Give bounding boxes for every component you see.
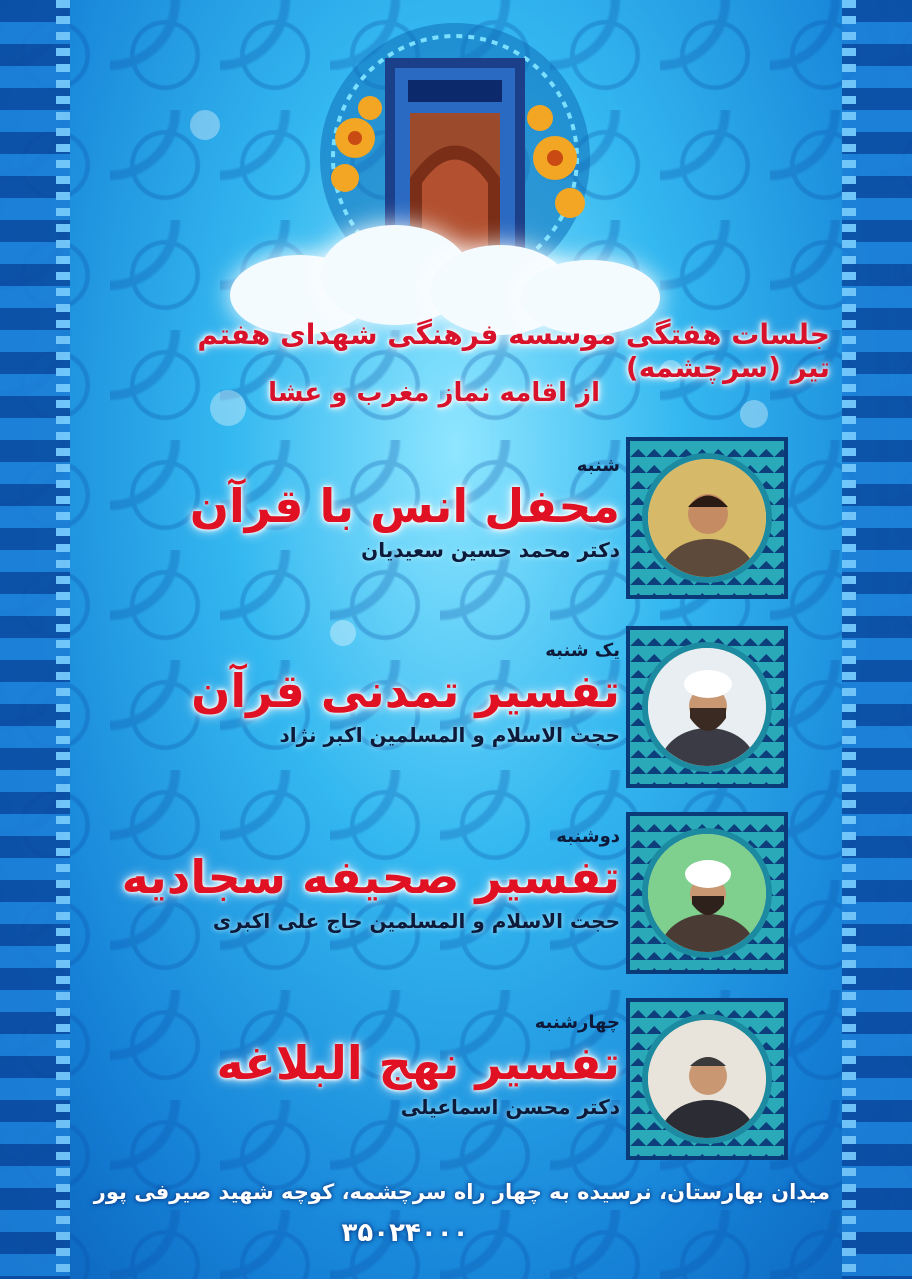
sparkle xyxy=(740,400,768,428)
header-title: جلسات هفتگی موسسه فرهنگی شهدای هفتم تیر (سرچشمه) xyxy=(197,318,830,384)
session-title: تفسیر صحیفه سجادیه xyxy=(121,850,620,904)
phone-number: ۳۵۰۲۴۰۰۰ xyxy=(341,1218,469,1248)
session-saturday xyxy=(90,455,620,562)
speaker-portrait xyxy=(648,459,766,577)
header-subtitle: از اقامه نماز مغرب و عشا xyxy=(268,378,600,408)
session-speaker: حجت الاسلام و المسلمین حاج علی اکبری xyxy=(212,909,620,934)
session-day: چهارشنبه xyxy=(534,1012,620,1033)
session-wednesday xyxy=(90,1012,620,1119)
speaker-photo-frame xyxy=(626,626,788,788)
session-speaker: دکتر محمد حسین سعیدیان xyxy=(361,538,620,563)
speaker-photo-frame xyxy=(626,998,788,1160)
left-ornamental-border xyxy=(0,0,70,1279)
session-day: دوشنبه xyxy=(556,826,620,847)
speaker-photo-frame xyxy=(626,812,788,974)
session-speaker: حجت الاسلام و المسلمین اکبر نژاد xyxy=(279,723,620,748)
session-speaker: دکتر محسن اسماعیلی xyxy=(400,1095,620,1120)
right-ornamental-border xyxy=(842,0,912,1279)
session-day: شنبه xyxy=(576,455,620,476)
session-title: تفسیر نهج البلاغه xyxy=(216,1036,620,1090)
address-text: میدان بهارستان، نرسیده به چهار راه سرچشمه، کوچه شهید صیرفی پور xyxy=(93,1180,830,1204)
speaker-portrait xyxy=(648,648,766,766)
session-day: یک شنبه xyxy=(545,640,620,661)
session-monday xyxy=(90,826,620,933)
session-title: تفسیر تمدنی قرآن xyxy=(191,664,620,718)
speaker-portrait xyxy=(648,834,766,952)
sparkle xyxy=(190,110,220,140)
session-sunday xyxy=(90,640,620,747)
speaker-portrait xyxy=(648,1020,766,1138)
speaker-photo-frame xyxy=(626,437,788,599)
session-title: محفل انس با قرآن xyxy=(189,479,620,533)
